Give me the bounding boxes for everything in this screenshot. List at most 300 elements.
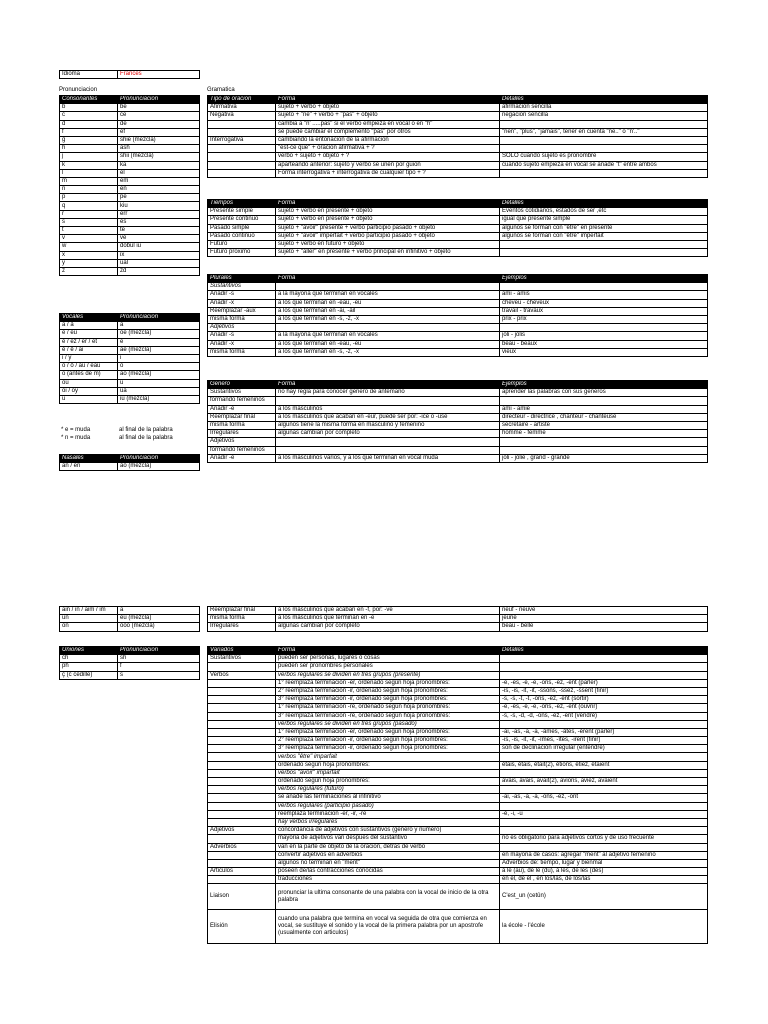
table-header <box>208 275 708 283</box>
table-row <box>208 810 708 818</box>
table-cell <box>276 283 500 291</box>
table-cell <box>500 240 708 248</box>
genero-continued-table <box>207 606 708 632</box>
table-row <box>208 446 708 454</box>
table-cell <box>276 438 500 446</box>
table-row <box>208 827 708 835</box>
table-cell <box>500 671 708 679</box>
table-cell: -é, -i, -u <box>500 810 708 818</box>
table-row <box>60 322 200 330</box>
table-row <box>60 663 200 671</box>
table-cell: beau - belle <box>500 623 708 631</box>
table-cell: reemplaza terminacion -er, -ir, -re <box>276 810 500 818</box>
table-cell: h <box>60 145 118 153</box>
table-row <box>60 338 200 346</box>
table-row <box>208 745 708 753</box>
table-row <box>208 340 708 348</box>
table-cell: r <box>60 210 118 218</box>
table-cell: ae (mezcla) <box>118 346 200 354</box>
table-row <box>208 884 708 910</box>
header-cell: Forma <box>276 96 500 104</box>
table-cell <box>208 761 276 769</box>
table-cell: pe <box>118 194 200 202</box>
table-cell: 1° reemplaza terminacion -er, ordenado según hoja pronombres: <box>276 728 500 736</box>
table-row <box>208 607 708 615</box>
table-row <box>208 240 708 248</box>
section-gramatica: Gramatica <box>207 87 235 93</box>
table-cell: o / ô / au / eau <box>60 363 118 371</box>
table-cell: a los que terminan en -s, -z, -x <box>276 348 500 356</box>
table-cell: a los que terminan en -eau, -eu <box>276 340 500 348</box>
table-cell: secretaire - artiste <box>500 421 708 429</box>
table-cell: be <box>118 104 200 112</box>
table-cell: el <box>118 169 200 177</box>
table-cell: verbos "avoir" imparfait <box>276 769 500 777</box>
table-cell: concordancia de adjetivos con sustantivos (genero y numero) <box>276 827 500 835</box>
table-cell: iu (mezcla) <box>118 395 200 403</box>
table-cell: Adjetivos <box>208 438 276 446</box>
table-cell: Reemplazar -aux <box>208 307 276 315</box>
table-cell: c <box>60 112 118 120</box>
table-row <box>60 112 200 120</box>
table-row <box>208 704 708 712</box>
table-cell <box>208 769 276 777</box>
table-cell: cuando sujeto empieza en vocal se añade "t" entre ambos <box>500 161 708 169</box>
table-cell: Forma interrogativa + interrogativa de cualquier tipo + ? <box>276 169 500 177</box>
table-row <box>208 761 708 769</box>
header-cell: Forma <box>276 200 500 208</box>
table-row <box>60 210 200 218</box>
table-cell: afirmacion sencilla <box>500 104 708 112</box>
table-cell: oi / oy <box>60 387 118 395</box>
vocales-notes <box>59 426 200 442</box>
table-cell: a los que terminan en -s, -z, -x <box>276 315 500 323</box>
table-cell: b <box>60 104 118 112</box>
table-cell: sujeto + "avoir" presente + verbo participio pasado + objeto <box>276 224 500 232</box>
table-row <box>208 737 708 745</box>
table-cell <box>208 753 276 761</box>
table-cell: x <box>60 251 118 259</box>
table-cell: é / ez / er / et <box>60 338 118 346</box>
note-cell: * n = muda <box>61 434 91 441</box>
table-cell: pronunciar la ultima consonante de una palabra con la vocal de inicio de la otra palabra <box>276 884 500 910</box>
table-cell: Sustantivos <box>208 389 276 397</box>
table-cell: no es obligatorio para adjetivos cortos y de uso frecuente <box>500 835 708 843</box>
table-cell <box>208 712 276 720</box>
table-cell: van en la parte de objeto de la oracion, detras de verbo <box>276 843 500 851</box>
table-cell: -e, -es, -e, -e, -ons, -ez, -ent (ouvrir) <box>500 704 708 712</box>
table-header <box>60 647 200 655</box>
header-cell: Vocales <box>60 314 118 322</box>
vocales-table <box>59 313 200 404</box>
table-header <box>208 647 708 655</box>
section-pronunciacion: Pronunciacion <box>59 87 98 93</box>
table-cell <box>500 120 708 128</box>
table-row <box>60 387 200 395</box>
table-cell: jeune <box>500 615 708 623</box>
table-row <box>208 843 708 851</box>
table-row <box>60 227 200 235</box>
table-row <box>208 687 708 695</box>
table-cell: negacion sencilla <box>500 112 708 120</box>
table-cell: Irregulares <box>208 623 276 631</box>
table-row <box>60 104 200 112</box>
table-cell: dobul iu <box>118 243 200 251</box>
table-cell: mayoria de adjetivos van despues del sustantivo <box>276 835 500 843</box>
table-cell: algunas cambian por completo <box>276 623 500 631</box>
table-row <box>208 876 708 884</box>
table-cell: aparteando anterior: sujeto y verbo se unen por guion <box>276 161 500 169</box>
table-cell <box>500 145 708 153</box>
table-cell: Interrogativa <box>208 136 276 144</box>
table-cell: ou <box>60 379 118 387</box>
table-cell <box>208 786 276 794</box>
table-cell: Irregulares <box>208 430 276 438</box>
table-cell: a los que terminan en -eau, -eu <box>276 299 500 307</box>
table-cell: de <box>118 120 200 128</box>
table-cell: misma forma <box>208 348 276 356</box>
table-cell <box>276 324 500 332</box>
header-cell: Detalles <box>500 200 708 208</box>
table-cell: s <box>118 671 200 679</box>
table-cell <box>208 161 276 169</box>
table-cell: ç (c cedille) <box>60 671 118 679</box>
table-cell: l <box>60 169 118 177</box>
table-cell <box>208 835 276 843</box>
table-row <box>60 136 200 144</box>
table-cell: algunos tiene la misma forma en masculino y femenino <box>276 421 500 429</box>
idioma-block <box>59 70 200 79</box>
header-cell: Uniones <box>60 647 118 655</box>
table-row <box>208 145 708 153</box>
table-cell: ami - amis <box>500 291 708 299</box>
table-cell: o <box>118 363 200 371</box>
table-row <box>60 161 200 169</box>
table-row <box>60 153 200 161</box>
table-cell: eu (mezcla) <box>118 615 200 623</box>
table-cell: beau - beaux <box>500 340 708 348</box>
table-cell <box>208 859 276 867</box>
header-cell: Pronunciacion <box>118 314 200 322</box>
table-cell: Liaison <box>208 884 276 910</box>
table-cell <box>500 324 708 332</box>
table-row <box>208 655 708 663</box>
table-cell: on <box>60 623 118 631</box>
table-cell: Futuro <box>208 240 276 248</box>
table-cell: u <box>60 395 118 403</box>
table-cell <box>500 397 708 405</box>
table-header <box>60 314 200 322</box>
table-cell: a los masculinos que terminan en -e <box>276 615 500 623</box>
table-row <box>60 259 200 267</box>
table-cell: cheveu - cheveux <box>500 299 708 307</box>
table-cell: 2° reemplaza terminacion -ir, ordenado según hoja pronombres: <box>276 737 500 745</box>
table-row <box>208 818 708 826</box>
table-cell: t <box>60 227 118 235</box>
table-cell: SOLO cuando sujeto es pronombre <box>500 153 708 161</box>
table-row <box>60 218 200 226</box>
table-row <box>208 623 708 631</box>
table-cell: q <box>60 202 118 210</box>
table-cell: Adjetivos <box>208 827 276 835</box>
table-cell <box>208 120 276 128</box>
table-row <box>208 696 708 704</box>
table-cell: -s, -s, -d, -d, -ons, -ez, -ent (vendre) <box>500 712 708 720</box>
table-row <box>60 330 200 338</box>
table-cell: Pasado continuo <box>208 232 276 240</box>
table-header <box>208 381 708 389</box>
table-cell: e / eu <box>60 330 118 338</box>
idioma-value: Frances <box>118 71 200 79</box>
table-row <box>208 851 708 859</box>
table-cell: homme - femme <box>500 430 708 438</box>
table-cell <box>500 136 708 144</box>
header-cell: Detalles <box>500 647 708 655</box>
uniones-table <box>59 646 200 680</box>
table-row <box>208 720 708 728</box>
idioma-label: Idioma <box>60 71 118 79</box>
table-cell <box>500 786 708 794</box>
table-cell <box>500 655 708 663</box>
table-cell: Elisión <box>208 910 276 944</box>
table-cell <box>208 663 276 671</box>
table-cell: Adjetivos <box>208 324 276 332</box>
table-cell: C'est_un (cetûn) <box>500 884 708 910</box>
table-cell: a / à <box>60 322 118 330</box>
table-cell <box>500 283 708 291</box>
header-cell: Forma <box>276 381 500 389</box>
table-row <box>60 194 200 202</box>
table-cell: sujeto + "aller" en presente + verbo principal en infinitivo + objeto <box>276 249 500 257</box>
table-cell: algunos se forman con "être" en presente <box>500 224 708 232</box>
tipo-oracion-table <box>207 95 708 178</box>
table-cell: aprender las palabras con sus generos <box>500 389 708 397</box>
table-cell: Afirmativa <box>208 104 276 112</box>
table-cell: an / en <box>60 463 118 471</box>
table-cell <box>208 128 276 136</box>
table-cell: formando femeninos <box>208 397 276 405</box>
table-cell <box>500 843 708 851</box>
table-cell: Añadir -x <box>208 299 276 307</box>
table-row <box>60 186 200 194</box>
table-cell: j <box>60 153 118 161</box>
table-cell: shii (mezcla) <box>118 153 200 161</box>
table-cell: ua <box>118 387 200 395</box>
table-row <box>208 161 708 169</box>
header-cell: Forma <box>276 647 500 655</box>
table-cell: ef <box>118 128 200 136</box>
table-cell: traducciones <box>276 876 500 884</box>
table-cell: u <box>118 379 200 387</box>
table-row <box>208 169 708 177</box>
header-cell: Pronunciacion <box>118 647 200 655</box>
table-row <box>208 224 708 232</box>
table-row <box>60 379 200 387</box>
table-cell <box>208 687 276 695</box>
table-cell: Añadir -x <box>208 340 276 348</box>
table-row <box>60 235 200 243</box>
table-cell <box>208 720 276 728</box>
table-cell: joli - jolie , grand - grande <box>500 454 708 462</box>
table-row <box>208 283 708 291</box>
table-row <box>208 216 708 224</box>
table-cell <box>208 153 276 161</box>
table-row <box>208 778 708 786</box>
table-cell: avais, avais, avait(2), avions, aviez, avaient <box>500 778 708 786</box>
table-cell <box>500 769 708 777</box>
table-row <box>208 671 708 679</box>
table-row <box>208 679 708 687</box>
table-row <box>208 315 708 323</box>
table-cell: pueden ser pronombres personales <box>276 663 500 671</box>
table-cell: verbos regulares se dividen en tres grupos (presente) <box>276 671 500 679</box>
table-cell: Sustantivos <box>208 283 276 291</box>
consonantes-table <box>59 95 200 276</box>
table-cell: Añadir -s <box>208 291 276 299</box>
table-cell: directeur - directrice , chanteur - chanteuse <box>500 413 708 421</box>
table-cell: misma forma <box>208 315 276 323</box>
table-cell: verbos regulares (participio pasado) <box>276 802 500 810</box>
table-cell: p <box>60 194 118 202</box>
table-row <box>60 169 200 177</box>
table-cell: "est-ce que" + oracion afirmativa + ? <box>276 145 500 153</box>
table-row <box>208 208 708 216</box>
table-cell: ain / in / aim / im <box>60 607 118 615</box>
table-cell <box>500 446 708 454</box>
note-cell: al final de la palabra <box>119 434 173 441</box>
table-row <box>60 145 200 153</box>
table-cell: shie (mezcla) <box>118 136 200 144</box>
table-cell: neuf - neuve <box>500 607 708 615</box>
table-cell: Pasado simple <box>208 224 276 232</box>
table-cell: Futuro proximo <box>208 249 276 257</box>
table-cell <box>208 745 276 753</box>
header-cell: Tipo de oracion <box>208 96 276 104</box>
table-row <box>208 232 708 240</box>
header-cell: Ejemplos <box>500 275 708 283</box>
table-cell: ordenado según hoja pronombres: <box>276 761 500 769</box>
table-cell: no hay regla para conocer genero de antemano <box>276 389 500 397</box>
table-cell <box>208 145 276 153</box>
table-row <box>60 243 200 251</box>
table-cell <box>500 802 708 810</box>
table-cell: sujeto + "ne" + verbo + "pas" + objeto <box>276 112 500 120</box>
table-cell: g <box>60 136 118 144</box>
table-cell: zd <box>118 267 200 275</box>
table-cell: ve <box>118 235 200 243</box>
table-cell <box>208 737 276 745</box>
table-cell: verbos "être" imparfait <box>276 753 500 761</box>
table-cell: d <box>60 120 118 128</box>
table-row <box>208 332 708 340</box>
table-cell: 3° reemplaza terminacion -ir, ordenado según hoja pronombres: <box>276 745 500 753</box>
table-cell: étais, étais, était(2), étions, étiez, étaient <box>500 761 708 769</box>
table-cell: Verbos <box>208 671 276 679</box>
table-cell <box>276 397 500 405</box>
tiempos-table <box>207 199 708 257</box>
table-cell: è / ê / ai <box>60 346 118 354</box>
table-row <box>208 389 708 397</box>
table-cell: sujeto + verbo en presente + objeto <box>276 216 500 224</box>
genero-table <box>207 380 708 463</box>
table-cell: 3° reemplaza terminacion -ir, ordenado según hoja pronombres: <box>276 696 500 704</box>
table-cell <box>208 696 276 704</box>
header-cell: Tiempos <box>208 200 276 208</box>
table-row <box>208 859 708 867</box>
table-row <box>208 421 708 429</box>
table-cell: v <box>60 235 118 243</box>
table-cell: e <box>118 338 200 346</box>
table-cell: 2° reemplaza terminacion -ir, ordenado según hoja pronombres: <box>276 687 500 695</box>
table-cell: a los masculinos varios, y a los que terminan en vocal muda <box>276 454 500 462</box>
table-cell: a los masculinos que acaban en -f, por: -ve <box>276 607 500 615</box>
table-row <box>60 363 200 371</box>
table-row <box>60 354 200 362</box>
table-cell: se puede cambiar el complemento "pas" por otros <box>276 128 500 136</box>
table-cell: algunos no terminan en "ment" <box>276 859 500 867</box>
header-cell: Consonantes <box>60 96 118 104</box>
table-cell: Reemplazar final <box>208 413 276 421</box>
table-cell: en el, de el , en los/las, de los/las <box>500 876 708 884</box>
table-cell: Añadir -e <box>208 405 276 413</box>
table-cell: la école - l'école <box>500 910 708 944</box>
table-cell: Sustantivos <box>208 655 276 663</box>
table-row <box>60 202 200 210</box>
table-row <box>208 291 708 299</box>
table-cell: ami - amie <box>500 405 708 413</box>
table-cell: o (antes de m) <box>60 371 118 379</box>
table-cell <box>208 778 276 786</box>
table-cell: s <box>60 218 118 226</box>
table-cell: Eventos cotidianos, estados de ser ,etc <box>500 208 708 216</box>
header-cell: Detalles <box>500 96 708 104</box>
note-cell: * e = muda <box>61 426 91 433</box>
table-cell: algunos se forman con "être" imperfait <box>500 232 708 240</box>
table-cell: te <box>118 227 200 235</box>
table-cell: igual que presente simple <box>500 216 708 224</box>
table-row <box>60 177 200 185</box>
header-cell: Pronunciacion <box>118 455 200 463</box>
table-cell <box>208 876 276 884</box>
table-cell: ka <box>118 161 200 169</box>
table-row <box>208 663 708 671</box>
table-row <box>60 346 200 354</box>
table-row <box>60 251 200 259</box>
table-cell: i <box>118 354 200 362</box>
table-cell: -ai, -as, -a, -a, -âmes, -âtes, -èrent (parler) <box>500 728 708 736</box>
table-cell: sujeto + verbo en futuro + objeto <box>276 240 500 248</box>
table-cell: verbos regulares se dividen en tres grupos (pasado) <box>276 720 500 728</box>
table-cell: em <box>118 177 200 185</box>
table-cell: verbos regulares (futuro) <box>276 786 500 794</box>
table-cell: a la mayoria que terminan en vocales <box>276 332 500 340</box>
table-cell: un <box>60 615 118 623</box>
table-cell <box>208 851 276 859</box>
table-cell <box>500 249 708 257</box>
table-row <box>208 712 708 720</box>
table-cell: son de declinación irregular (entendre) <box>500 745 708 753</box>
table-cell: f <box>118 663 200 671</box>
table-row <box>60 267 200 275</box>
table-cell: ph <box>60 663 118 671</box>
table-cell: Adverbios <box>208 843 276 851</box>
table-row <box>208 802 708 810</box>
table-row <box>208 128 708 136</box>
table-cell: convertir adjetivos en adverbios <box>276 851 500 859</box>
table-cell <box>500 169 708 177</box>
table-cell: sh <box>118 655 200 663</box>
table-row <box>208 112 708 120</box>
